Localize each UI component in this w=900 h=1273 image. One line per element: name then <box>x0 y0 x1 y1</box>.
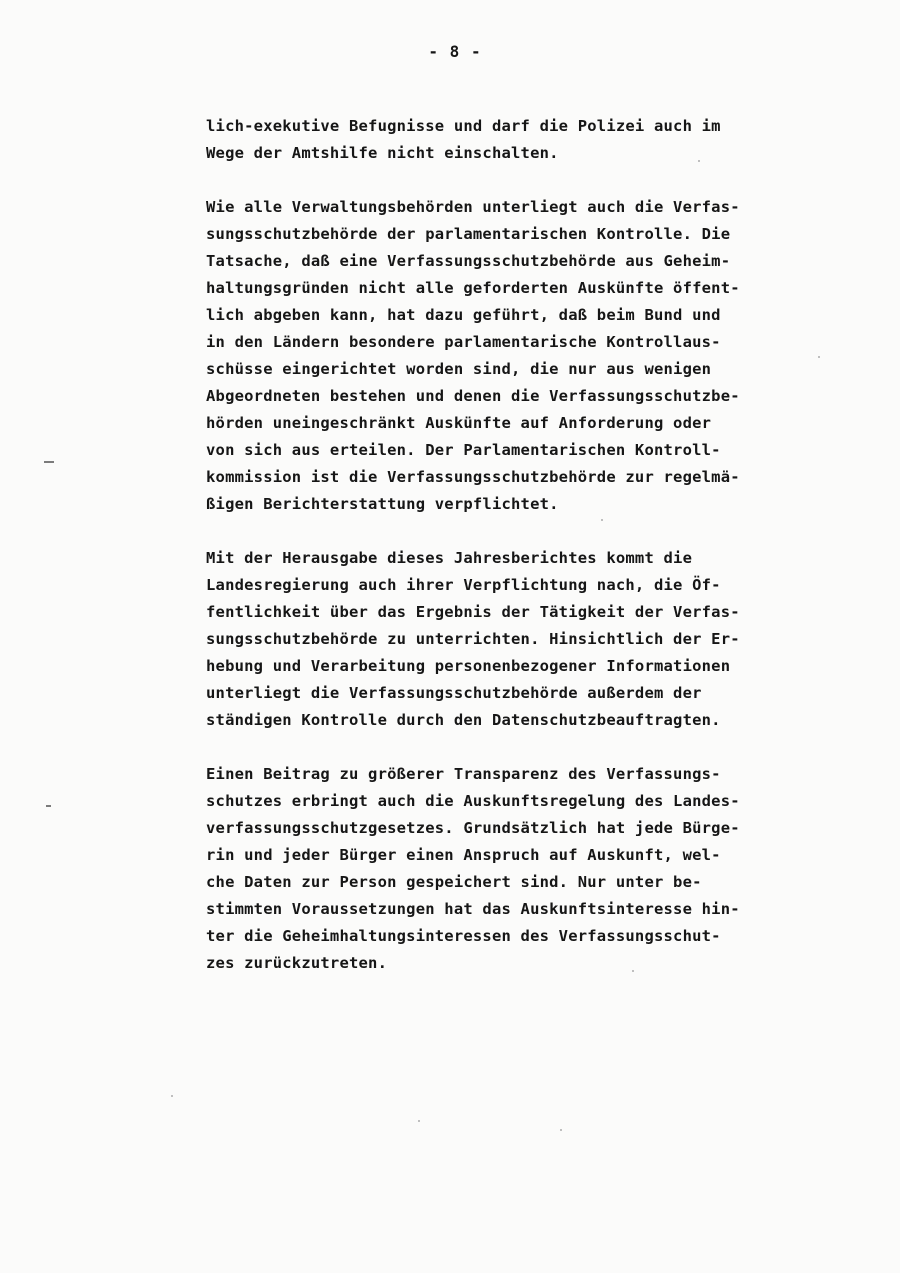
text-line: verfassungsschutzgesetzes. Grundsätzlich hat jede Bürge- <box>206 819 740 837</box>
text-line: che Daten zur Person gespeichert sind. Nur unter be- <box>206 873 702 891</box>
text-line: unterliegt die Verfassungsschutzbehörde außerdem der <box>206 684 702 702</box>
paragraph <box>206 761 846 977</box>
text-line: kommission ist die Verfassungsschutzbehörde zur regelmä- <box>206 468 740 486</box>
text-line: fentlichkeit über das Ergebnis der Tätigkeit der Verfas- <box>206 603 740 621</box>
text-line: zes zurückzutreten. <box>206 954 388 972</box>
text-line: Mit der Herausgabe dieses Jahresberichtes kommt die <box>206 549 693 567</box>
scan-speck <box>171 1095 173 1097</box>
text-line: Wie alle Verwaltungsbehörden unterliegt auch die Verfas- <box>206 198 740 216</box>
text-line: lich-exekutive Befugnisse und darf die Polizei auch im <box>206 117 721 135</box>
scan-mark <box>44 461 54 463</box>
scan-speck <box>560 1129 562 1131</box>
page-number: - 8 - <box>428 42 482 61</box>
paragraph <box>206 545 846 734</box>
scan-speck <box>818 356 820 358</box>
text-line: in den Ländern besondere parlamentarische Kontrollaus- <box>206 333 721 351</box>
text-line: Wege der Amtshilfe nicht einschalten. <box>206 144 559 162</box>
text-line: Landesregierung auch ihrer Verpflichtung nach, die Öf- <box>206 576 721 594</box>
text-line: ter die Geheimhaltungsinteressen des Verfassungsschut- <box>206 927 721 945</box>
text-line: lich abgeben kann, hat dazu geführt, daß beim Bund und <box>206 306 721 324</box>
scan-speck <box>698 160 700 162</box>
text-line: haltungsgründen nicht alle geforderten Auskünfte öffent- <box>206 279 740 297</box>
text-line: Tatsache, daß eine Verfassungsschutzbehörde aus Geheim- <box>206 252 731 270</box>
text-line: hebung und Verarbeitung personenbezogener Informationen <box>206 657 731 675</box>
scan-speck <box>632 970 634 972</box>
text-line: rin und jeder Bürger einen Anspruch auf Auskunft, wel- <box>206 846 721 864</box>
text-line: sungsschutzbehörde der parlamentarischen Kontrolle. Die <box>206 225 731 243</box>
text-line: ßigen Berichterstattung verpflichtet. <box>206 495 559 513</box>
scan-speck <box>418 1120 420 1122</box>
text-line: hörden uneingeschränkt Auskünfte auf Anforderung oder <box>206 414 712 432</box>
scan-speck <box>601 519 603 521</box>
text-line: ständigen Kontrolle durch den Datenschutzbeauftragten. <box>206 711 721 729</box>
text-line: schutzes erbringt auch die Auskunftsregelung des Landes- <box>206 792 740 810</box>
paragraph <box>206 194 846 518</box>
text-line: sungsschutzbehörde zu unterrichten. Hinsichtlich der Er- <box>206 630 740 648</box>
paragraph <box>206 113 846 167</box>
text-line: Abgeordneten bestehen und denen die Verfassungsschutzbe- <box>206 387 740 405</box>
text-line: Einen Beitrag zu größerer Transparenz des Verfassungs- <box>206 765 721 783</box>
text-line: schüsse eingerichtet worden sind, die nur aus wenigen <box>206 360 712 378</box>
body-text <box>206 113 846 1004</box>
scan-mark <box>46 805 51 807</box>
text-line: stimmten Voraussetzungen hat das Auskunftsinteresse hin- <box>206 900 740 918</box>
text-line: von sich aus erteilen. Der Parlamentarischen Kontroll- <box>206 441 721 459</box>
